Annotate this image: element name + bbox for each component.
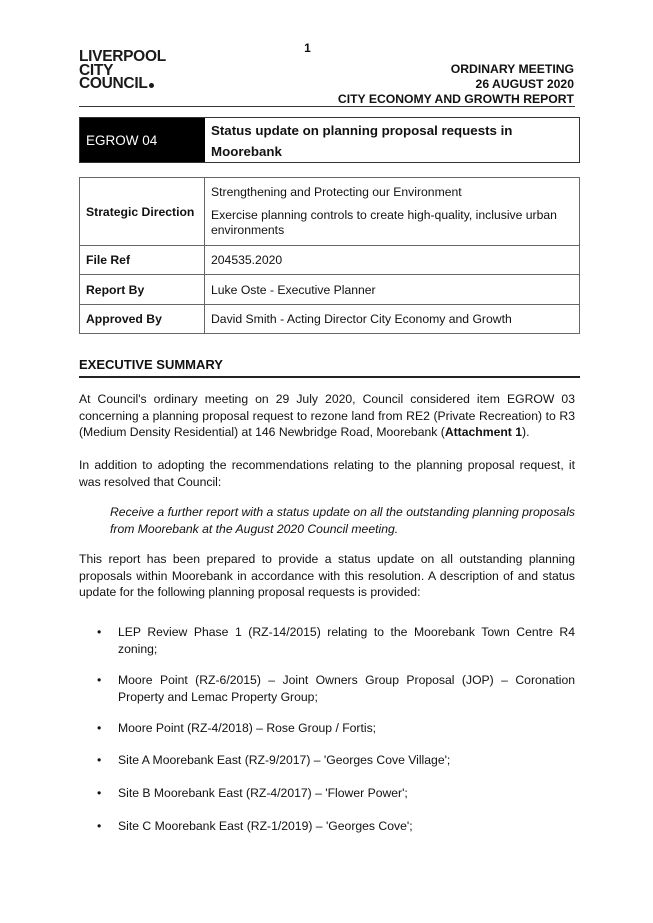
list-item: • Moore Point (RZ-6/2015) – Joint Owners Group Proposal (JOP) – Coronation Property and Lemac Property Group;	[97, 673, 575, 704]
strategic-direction-line-1: Strengthening and Protecting our Environment	[211, 185, 462, 199]
report-name: CITY ECONOMY AND GROWTH REPORT	[337, 92, 574, 106]
item-title: Status update on planning proposal requests in Moorebank	[211, 123, 513, 159]
summary-paragraph-1: At Council's ordinary meeting on 29 July 2020, Council considered item EGROW 03 concerning a planning proposal request to rezone land from RE2 (Private Recreation) to R3 (Medium Density Residential) at 146 Newbridge Road, Moorebank (Attachment 1).	[79, 392, 575, 439]
meeting-header	[338, 62, 574, 107]
strategic-direction-label: Strategic Direction	[80, 178, 205, 246]
summary-paragraph-3: This report has been prepared to provide a status update on all outstanding planning proposals within Moorebank in accordance with this resolution. A description of and status update for the following planning proposal requests is provided:	[79, 552, 575, 599]
report-by-value: Luke Oste - Executive Planner	[205, 275, 580, 305]
report-by-label: Report By	[80, 275, 205, 305]
bullet-icon: •	[97, 721, 102, 735]
logo-line-3: COUNCIL	[79, 77, 166, 91]
bullet-icon: •	[97, 786, 102, 800]
bullet-icon: •	[97, 753, 102, 767]
item-title-box	[79, 117, 580, 163]
council-logo	[79, 50, 166, 91]
approved-by-label: Approved By	[80, 305, 205, 334]
page-number: 1	[304, 41, 311, 55]
file-ref-label: File Ref	[80, 246, 205, 275]
table-row	[80, 246, 580, 275]
meeting-type: ORDINARY MEETING	[450, 62, 574, 76]
attachment-reference[interactable]: Attachment 1	[444, 425, 523, 439]
list-item: • Site A Moorebank East (RZ-9/2017) – 'Georges Cove Village';	[97, 753, 451, 767]
list-item: • Site B Moorebank East (RZ-4/2017) – 'Flower Power';	[97, 786, 408, 800]
report-details-table	[79, 177, 580, 334]
table-row	[80, 178, 580, 246]
meeting-date: 26 AUGUST 2020	[475, 77, 574, 91]
table-row	[80, 275, 580, 305]
strategic-direction-line-2: Exercise planning controls to create high-quality, inclusive urban environments	[211, 208, 557, 237]
approved-by-value: David Smith - Acting Director City Economy and Growth	[205, 305, 580, 334]
logo-dot-icon	[149, 83, 154, 88]
summary-paragraph-2: In addition to adopting the recommendations relating to the planning proposal request, it was resolved that Council:	[79, 458, 575, 489]
section-heading: EXECUTIVE SUMMARY	[79, 357, 223, 372]
section-divider	[79, 376, 580, 378]
list-item: • Site C Moorebank East (RZ-1/2019) – 'Georges Cove';	[97, 819, 413, 833]
item-code: EGROW 04	[80, 118, 205, 162]
list-item: • Moore Point (RZ-4/2018) – Rose Group / Fortis;	[97, 721, 377, 735]
bullet-icon: •	[97, 625, 102, 639]
bullet-icon: •	[97, 673, 102, 687]
logo-line-1: LIVERPOOL	[79, 48, 166, 65]
header-divider	[79, 106, 575, 107]
logo-line-2: CITY	[79, 61, 114, 79]
strategic-direction-value	[205, 178, 580, 246]
table-row	[80, 305, 580, 334]
bullet-icon: •	[97, 819, 102, 833]
list-item: • LEP Review Phase 1 (RZ-14/2015) relating to the Moorebank Town Centre R4 zoning;	[97, 625, 575, 656]
file-ref-value: 204535.2020	[205, 246, 580, 275]
resolution-quote: Receive a further report with a status update on all the outstanding planning proposals from Moorebank at the August 2020 Council meeting.	[110, 505, 575, 536]
